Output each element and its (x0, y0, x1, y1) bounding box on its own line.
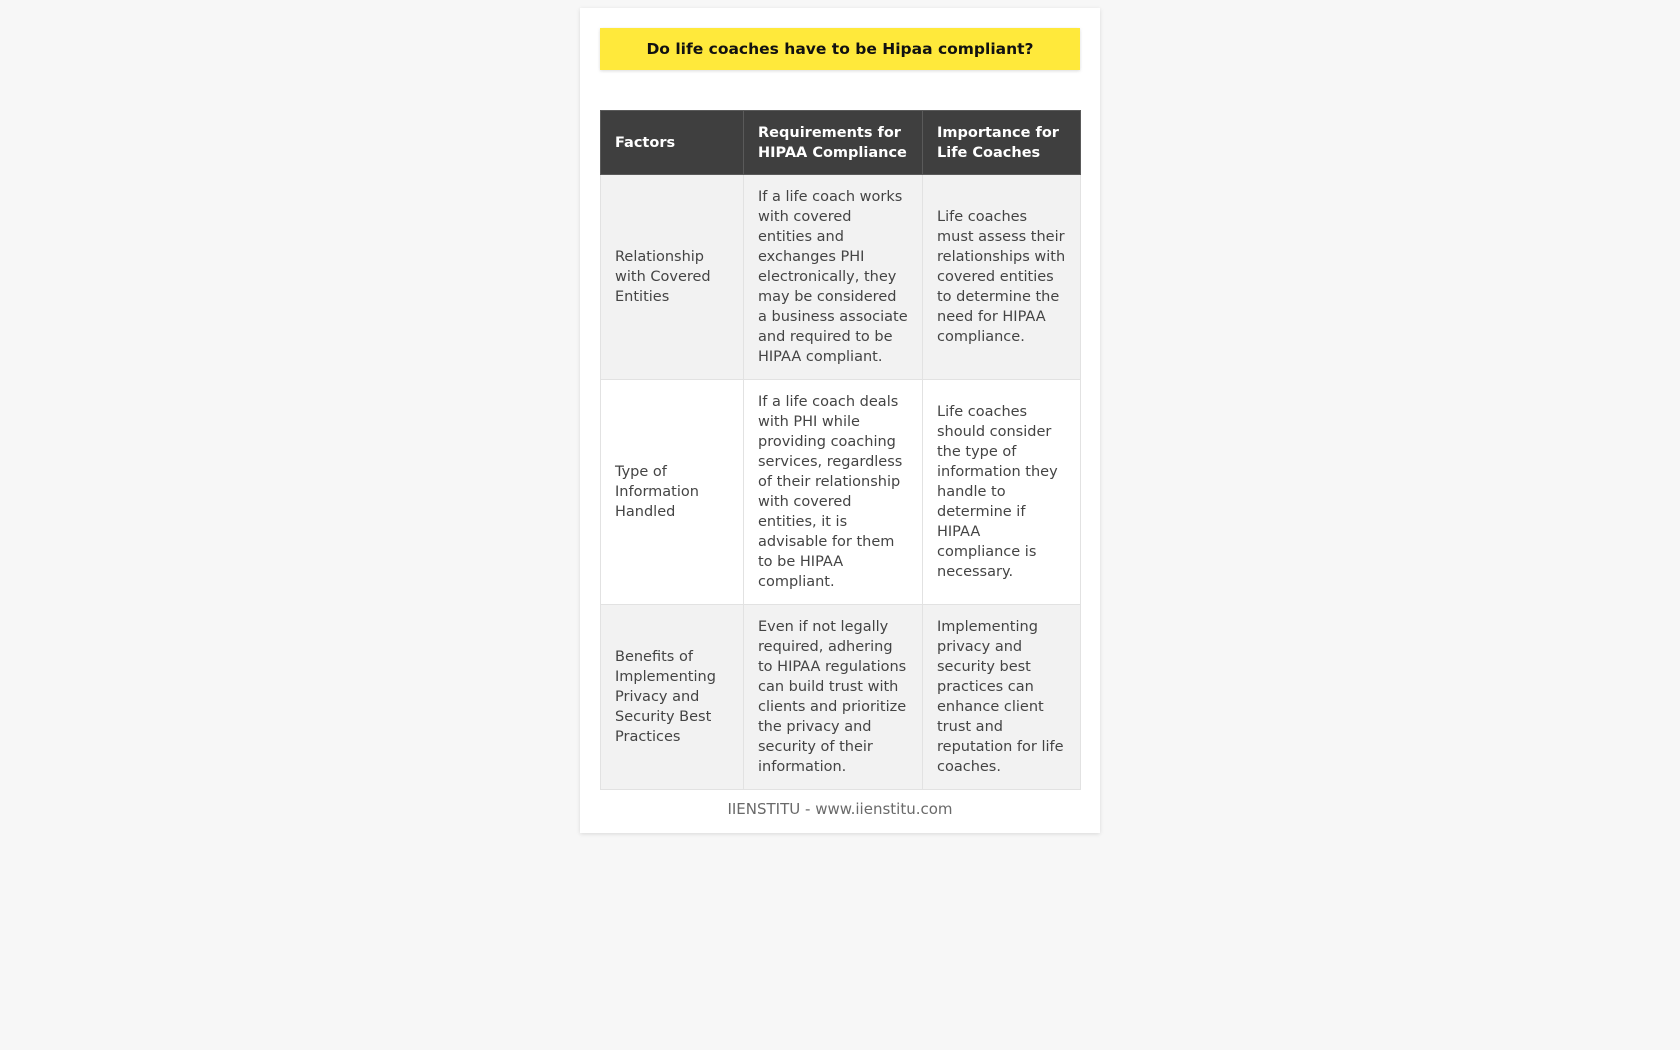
footer-credit: IIENSTITU - www.iienstitu.com (727, 800, 953, 818)
table-row (601, 380, 1081, 605)
factor-cell: Type of Information Handled (601, 380, 744, 605)
requirement-cell: If a life coach works with covered entities and exchanges PHI electronically, they may be considered a business associate and required to be HIPAA compliant. (744, 175, 923, 380)
table-row (601, 175, 1081, 380)
importance-cell: Implementing privacy and security best practices can enhance client trust and reputation for life coaches. (923, 605, 1081, 790)
requirement-cell: Even if not legally required, adhering to HIPAA regulations can build trust with clients and prioritize the privacy and security of their information. (744, 605, 923, 790)
column-header-factors: Factors (601, 111, 744, 175)
factor-cell: Relationship with Covered Entities (601, 175, 744, 380)
column-header-importance: Importance for Life Coaches (923, 111, 1081, 175)
table-row (601, 605, 1081, 790)
content-card (580, 8, 1100, 833)
importance-cell: Life coaches must assess their relationships with covered entities to determine the need for HIPAA compliance. (923, 175, 1081, 380)
factor-cell: Benefits of Implementing Privacy and Security Best Practices (601, 605, 744, 790)
table-header-row (601, 111, 1081, 175)
page-title: Do life coaches have to be Hipaa compliant? (646, 40, 1034, 58)
importance-cell: Life coaches should consider the type of information they handle to determine if HIPAA compliance is necessary. (923, 380, 1081, 605)
requirement-cell: If a life coach deals with PHI while providing coaching services, regardless of their relationship with covered entities, it is advisable for them to be HIPAA compliant. (744, 380, 923, 605)
title-banner (600, 28, 1080, 70)
factors-table (600, 110, 1081, 790)
column-header-requirements: Requirements for HIPAA Compliance (744, 111, 923, 175)
